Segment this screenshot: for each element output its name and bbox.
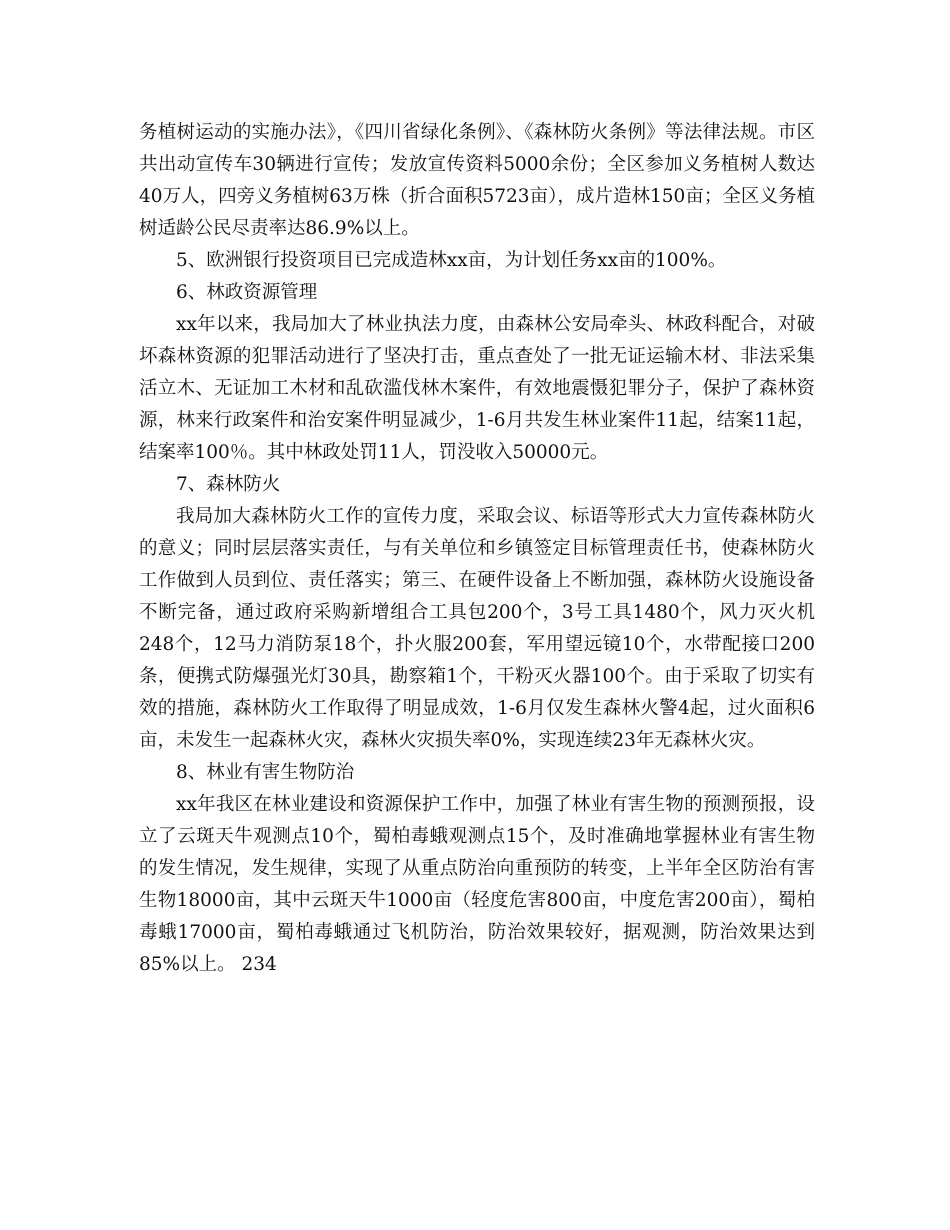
paragraph-fire-prevention-measures: 我局加大森林防火工作的宣传力度，采取会议、标语等形式大力宣传森林防火的意义；同时层层落实责任，与有关单位和乡镇签定目标管理责任书，使森林防火工作做到人员到位、责任落实；第三、在硬件设备上不断加强，森林防火设施设备不断完备，通过政府采购新增组合工具包200个，3号工具1480个，风力灭火机248个，12马力消防泵18个，扑火服200套，军用望远镜10个，水带配接口200条，便携式防爆强光灯30具，勘察箱1个，干粉灭火器100个。由于采取了切实有效的措施，森林防火工作取得了明显成效，1-6月仅发生森林火警4起，过火面积6亩，未发生一起森林火灾，森林火灾损失率0%，实现连续23年无森林火灾。	[139, 506, 815, 751]
section-heading-forest-fire-prevention: 7、森林防火	[176, 474, 281, 495]
section-heading-pest-control: 8、林业有害生物防治	[176, 762, 355, 783]
document-body	[139, 117, 815, 981]
section-heading-forest-resource-management: 6、林政资源管理	[176, 282, 318, 303]
paragraph-greening-regulations: 务植树运动的实施办法》，《四川省绿化条例》、《森林防火条例》等法律法规。市区共出动宣传车30辆进行宣传；发放宣传资料5000余份；全区参加义务植树人数达40万人，四旁义务植树63万株（折合面积5723亩），成片造林150亩；全区义务植树适龄公民尽责率达86.9%以上。	[139, 122, 815, 239]
paragraph-forest-law-enforcement: xx年以来，我局加大了林业执法力度，由森林公安局牵头、林政科配合，对破坏森林资源的犯罪活动进行了坚决打击，重点查处了一批无证运输木材、非法采集活立木、无证加工木材和乱砍滥伐林木案件，有效地震慑犯罪分子，保护了森林资源，林来行政案件和治安案件明显减少，1-6月共发生林业案件11起，结案11起，结案率100％。其中林政处罚11人，罚没收入50000元。	[139, 314, 815, 463]
paragraph-pest-control-results: xx年我区在林业建设和资源保护工作中，加强了林业有害生物的预测预报，设立了云斑天牛观测点10个，蜀柏毒蛾观测点15个，及时准确地掌握林业有害生物的发生情况，发生规律，实现了从重点防治向重预防的转变，上半年全区防治有害生物18000亩，其中云斑天牛1000亩（轻度危害800亩，中度危害200亩），蜀柏毒蛾17000亩，蜀柏毒蛾通过飞机防治，防治效果较好，据观测，防治效果达到85%以上。 234	[139, 794, 815, 975]
paragraph-european-bank-project: 5、欧洲银行投资项目已完成造林xx亩，为计划任务xx亩的100%。	[176, 250, 727, 271]
